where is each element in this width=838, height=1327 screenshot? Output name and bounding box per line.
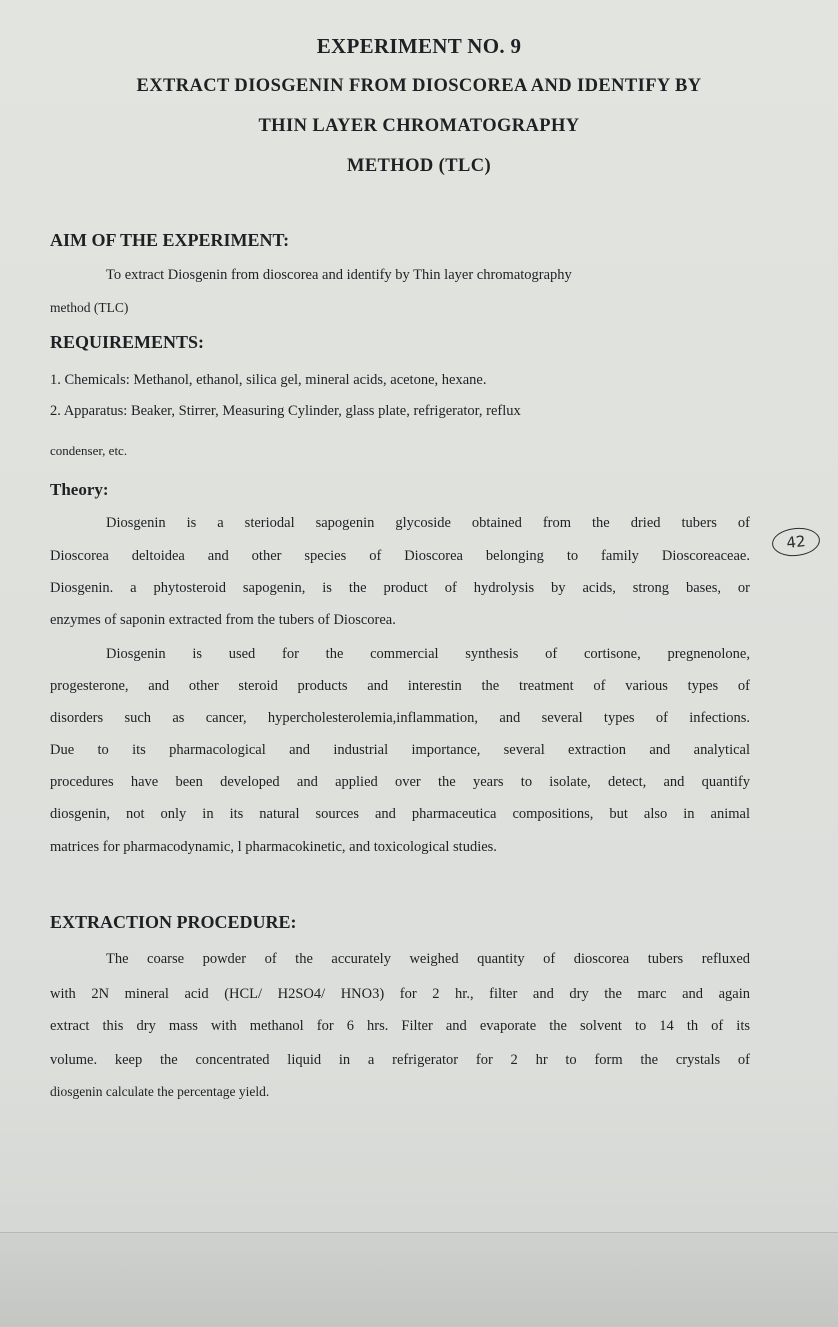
subtitle-line-3: METHOD (TLC) — [346, 156, 492, 176]
theory-p1-line-3: Diosgenin. a phytosteroid sapogenin, is the product of hydrolysis by acids, strong bases, or — [50, 580, 750, 596]
theory-p1-line-2: Dioscorea deltoidea and other species of Dioscorea belonging to family Dioscoreaceae. — [50, 548, 750, 564]
aim-line-1: To extract Diosgenin from dioscorea and identify by Thin layer chromatography — [106, 267, 572, 283]
theory-p2-line-3: disorders such as cancer, hypercholesterolemia,inflammation, and several types of infections. — [50, 710, 750, 726]
theory-p1-line-1: Diosgenin is a steriodal sapogenin glycoside obtained from the dried tubers of — [106, 515, 750, 531]
theory-heading: Theory: — [50, 480, 109, 499]
theory-p2-line-4: Due to its pharmacological and industrial importance, several extraction and analytical — [50, 742, 750, 758]
theory-p1-line-4: enzymes of saponin extracted from the tubers of Dioscorea. — [50, 612, 396, 628]
theory-p2-line-2: progesterone, and other steroid products and interestin the treatment of various types of — [50, 678, 750, 694]
extraction-line-5: diosgenin calculate the percentage yield. — [50, 1084, 270, 1099]
extraction-line-1: The coarse powder of the accurately weighed quantity of dioscorea tubers refluxed — [106, 951, 750, 967]
theory-p2-line-7: matrices for pharmacodynamic, l pharmacokinetic, and toxicological studies. — [50, 839, 497, 855]
extraction-line-2: with 2N mineral acid (HCL/ H2SO4/ HNO3) for 2 hr., filter and dry the marc and again — [50, 986, 750, 1002]
theory-p2-line-5: procedures have been developed and applied over the years to isolate, detect, and quantify — [50, 774, 750, 790]
experiment-title: EXPERIMENT NO. 9 — [316, 34, 522, 58]
extraction-line-3: extract this dry mass with methanol for 6 hrs. Filter and evaporate the solvent to 14 th of its — [50, 1018, 750, 1034]
page-number-circle: 42 — [771, 526, 822, 559]
theory-p2-line-6: diosgenin, not only in its natural sources and pharmaceutica compositions, but also in animal — [50, 806, 750, 822]
requirements-line-3: condenser, etc. — [50, 443, 128, 458]
subtitle-line-1: EXTRACT DIOSGENIN FROM DIOSCOREA AND IDENTIFY BY — [136, 76, 702, 96]
aim-heading: AIM OF THE EXPERIMENT: — [50, 230, 290, 250]
aim-line-2: method (TLC) — [50, 300, 129, 315]
requirements-line-2: 2. Apparatus: Beaker, Stirrer, Measuring Cylinder, glass plate, refrigerator, reflux — [50, 403, 521, 419]
theory-p2-line-1: Diosgenin is used for the commercial synthesis of cortisone, pregnenolone, — [106, 646, 750, 662]
requirements-heading: REQUIREMENTS: — [50, 332, 205, 352]
extraction-line-4: volume. keep the concentrated liquid in a refrigerator for 2 hr to form the crystals of — [50, 1052, 750, 1068]
subtitle-line-2: THIN LAYER CHROMATOGRAPHY — [258, 116, 580, 136]
page-bottom-fold — [0, 1232, 838, 1327]
requirements-line-1: 1. Chemicals: Methanol, ethanol, silica gel, mineral acids, acetone, hexane. — [50, 372, 487, 388]
extraction-heading: EXTRACTION PROCEDURE: — [50, 912, 297, 932]
